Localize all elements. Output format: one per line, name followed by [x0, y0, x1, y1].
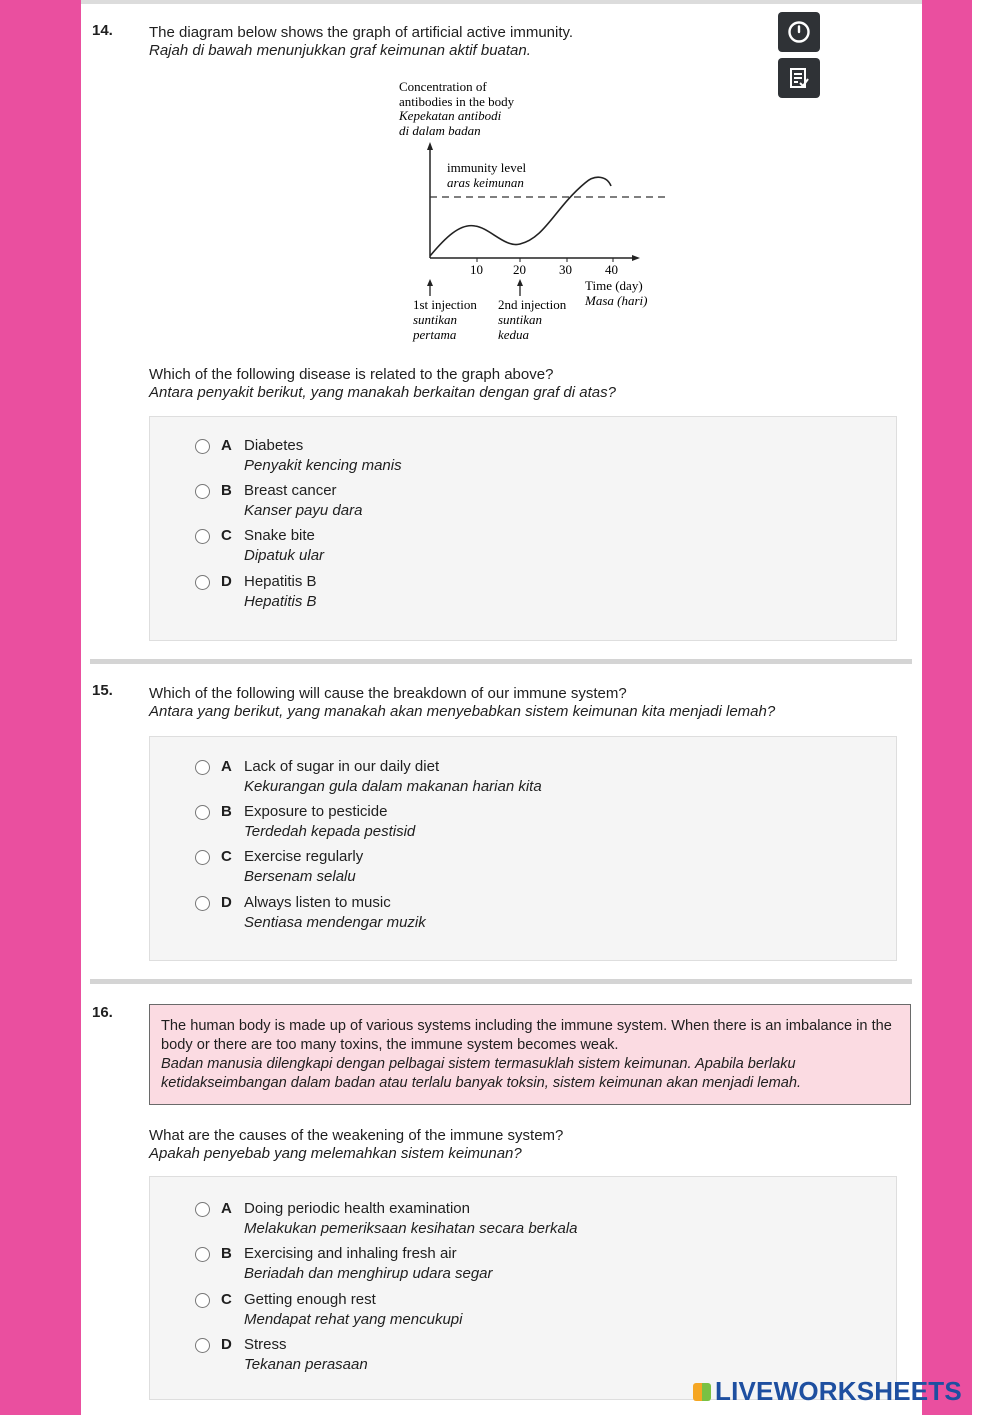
- graph-tick-label: 30: [559, 262, 572, 277]
- option-text-en: Lack of sugar in our daily diet: [244, 758, 440, 775]
- radio-button[interactable]: [195, 484, 210, 499]
- top-divider: [81, 0, 922, 4]
- question-text-ms: Rajah di bawah menunjukkan graf keimunan aktif buatan.: [149, 42, 531, 59]
- immunity-graph: [395, 78, 685, 348]
- logo-text: LIVEWORKSHEETS: [715, 1376, 962, 1406]
- passage-text-en: The human body is made up of various systems including the immune system. When there is an imbalance in the body or there are too many toxins, the immune system becomes weak.: [161, 1018, 892, 1053]
- option-letter: D: [221, 894, 232, 911]
- graph-inj1-ms-2: pertama: [413, 327, 457, 342]
- passage-text-ms: Badan manusia dilengkapi dengan pelbagai sistem termasuklah sistem keimunan. Apabila berlaku ketidakseimbangan dalam badan atau terlalu banyak toksin, sistem keimunan akan menjadi lemah.: [161, 1056, 802, 1091]
- answer-options: [149, 1176, 897, 1400]
- option-text-ms: Hepatitis B: [244, 593, 317, 610]
- question-prompt: [149, 366, 616, 402]
- question-text-ms: Antara yang berikut, yang manakah akan menyebabkan sistem keimunan kita menjadi lemah?: [149, 703, 776, 720]
- option-text-en: Hepatitis B: [244, 573, 317, 590]
- question-number: 15.: [92, 682, 113, 699]
- option-text-ms: Sentiasa mendengar muzik: [244, 914, 426, 931]
- right-margin-band: [922, 0, 972, 1415]
- graph-inj2-en: 2nd injection: [498, 297, 567, 312]
- question-number: 16.: [92, 1004, 113, 1021]
- reading-passage: [149, 1004, 911, 1105]
- option-text-ms: Mendapat rehat yang mencukupi: [244, 1311, 463, 1328]
- option-letter: C: [221, 1291, 232, 1308]
- option-text-en: Stress: [244, 1336, 287, 1353]
- option-letter: B: [221, 482, 232, 499]
- option-letter: D: [221, 1336, 232, 1353]
- answer-options: [149, 416, 897, 641]
- graph-canvas: [395, 78, 685, 348]
- graph-tick-label: 40: [605, 262, 618, 277]
- answer-options: [149, 736, 897, 961]
- graph-ylabel-ms-2: di dalam badan: [399, 123, 481, 138]
- option-text-en: Diabetes: [244, 437, 304, 454]
- question-number: 14.: [92, 22, 113, 39]
- option-text-ms: Kanser payu dara: [244, 502, 363, 519]
- radio-button[interactable]: [195, 1338, 210, 1353]
- option-text-ms: Penyakit kencing manis: [244, 457, 402, 474]
- option-text-ms: Kekurangan gula dalam makanan harian kita: [244, 778, 542, 795]
- option-text-en: Always listen to music: [244, 894, 391, 911]
- radio-button[interactable]: [195, 1293, 210, 1308]
- option-text-ms: Melakukan pemeriksaan kesihatan secara berkala: [244, 1220, 578, 1237]
- timer-button[interactable]: [778, 12, 820, 52]
- option-text-en: Getting enough rest: [244, 1291, 376, 1308]
- radio-button[interactable]: [195, 1202, 210, 1217]
- graph-level-ms: aras keimunan: [447, 175, 524, 190]
- question-divider: [90, 659, 912, 664]
- option-letter: A: [221, 1200, 232, 1217]
- option-text-ms: Beriadah dan menghirup udara segar: [244, 1265, 493, 1282]
- option-letter: D: [221, 573, 232, 590]
- option-letter: C: [221, 527, 232, 544]
- liveworksheets-logo[interactable]: [693, 1376, 962, 1407]
- option-letter: C: [221, 848, 232, 865]
- graph-tick-label: 20: [513, 262, 526, 277]
- question-text: [149, 24, 573, 60]
- option-text-ms: Tekanan perasaan: [244, 1356, 368, 1373]
- question-prompt-en: Which of the following disease is related to the graph above?: [149, 366, 554, 383]
- question-text-ms: Apakah penyebab yang melemahkan sistem keimunan?: [149, 1145, 522, 1162]
- graph-ylabel-en-1: Concentration of: [399, 79, 487, 94]
- checklist-icon: [787, 66, 811, 90]
- graph-y-arrow: [427, 142, 433, 150]
- question-divider: [90, 979, 912, 984]
- option-letter: B: [221, 1245, 232, 1262]
- question-text: [149, 1127, 563, 1163]
- logo-icon: [693, 1383, 711, 1401]
- option-text-ms: Bersenam selalu: [244, 868, 356, 885]
- radio-button[interactable]: [195, 760, 210, 775]
- graph-x-arrow: [632, 255, 640, 261]
- radio-button[interactable]: [195, 805, 210, 820]
- question-prompt-ms: Antara penyakit berikut, yang manakah berkaitan dengan graf di atas?: [149, 384, 616, 401]
- left-margin-band: [0, 0, 81, 1415]
- graph-inj1-ms-1: suntikan: [413, 312, 458, 327]
- graph-ylabel-en-2: antibodies in the body: [399, 94, 515, 109]
- option-text-ms: Dipatuk ular: [244, 547, 325, 564]
- right-edge: [972, 0, 1000, 1415]
- question-text-en: The diagram below shows the graph of artificial active immunity.: [149, 24, 574, 41]
- option-text-en: Exercising and inhaling fresh air: [244, 1245, 457, 1262]
- option-letter: A: [221, 758, 232, 775]
- question-text: [149, 685, 775, 721]
- graph-xlabel-en: Time (day): [585, 278, 643, 293]
- option-text-en: Breast cancer: [244, 482, 337, 499]
- question-text-en: Which of the following will cause the breakdown of our immune system?: [149, 685, 627, 702]
- radio-button[interactable]: [195, 529, 210, 544]
- option-text-ms: Terdedah kepada pestisid: [244, 823, 416, 840]
- graph-injection-arrowhead-1: [427, 279, 433, 286]
- clock-icon: [787, 20, 811, 44]
- graph-level-en: immunity level: [447, 160, 527, 175]
- radio-button[interactable]: [195, 850, 210, 865]
- graph-xlabel-ms: Masa (hari): [585, 293, 648, 308]
- option-text-en: Exposure to pesticide: [244, 803, 388, 820]
- graph-inj2-ms-1: suntikan: [498, 312, 543, 327]
- option-text-en: Snake bite: [244, 527, 315, 544]
- option-text-en: Doing periodic health examination: [244, 1200, 470, 1217]
- option-text-en: Exercise regularly: [244, 848, 364, 865]
- worksheet-button[interactable]: [778, 58, 820, 98]
- question-text-en: What are the causes of the weakening of the immune system?: [149, 1127, 564, 1144]
- graph-ylabel-ms-1: Kepekatan antibodi: [399, 108, 502, 123]
- graph-inj1-en: 1st injection: [413, 297, 477, 312]
- graph-injection-arrowhead-2: [517, 279, 523, 286]
- radio-button[interactable]: [195, 896, 210, 911]
- graph-tick-label: 10: [470, 262, 483, 277]
- radio-button[interactable]: [195, 439, 210, 454]
- radio-button[interactable]: [195, 575, 210, 590]
- option-letter: A: [221, 437, 232, 454]
- radio-button[interactable]: [195, 1247, 210, 1262]
- graph-inj2-ms-2: kedua: [498, 327, 530, 342]
- option-letter: B: [221, 803, 232, 820]
